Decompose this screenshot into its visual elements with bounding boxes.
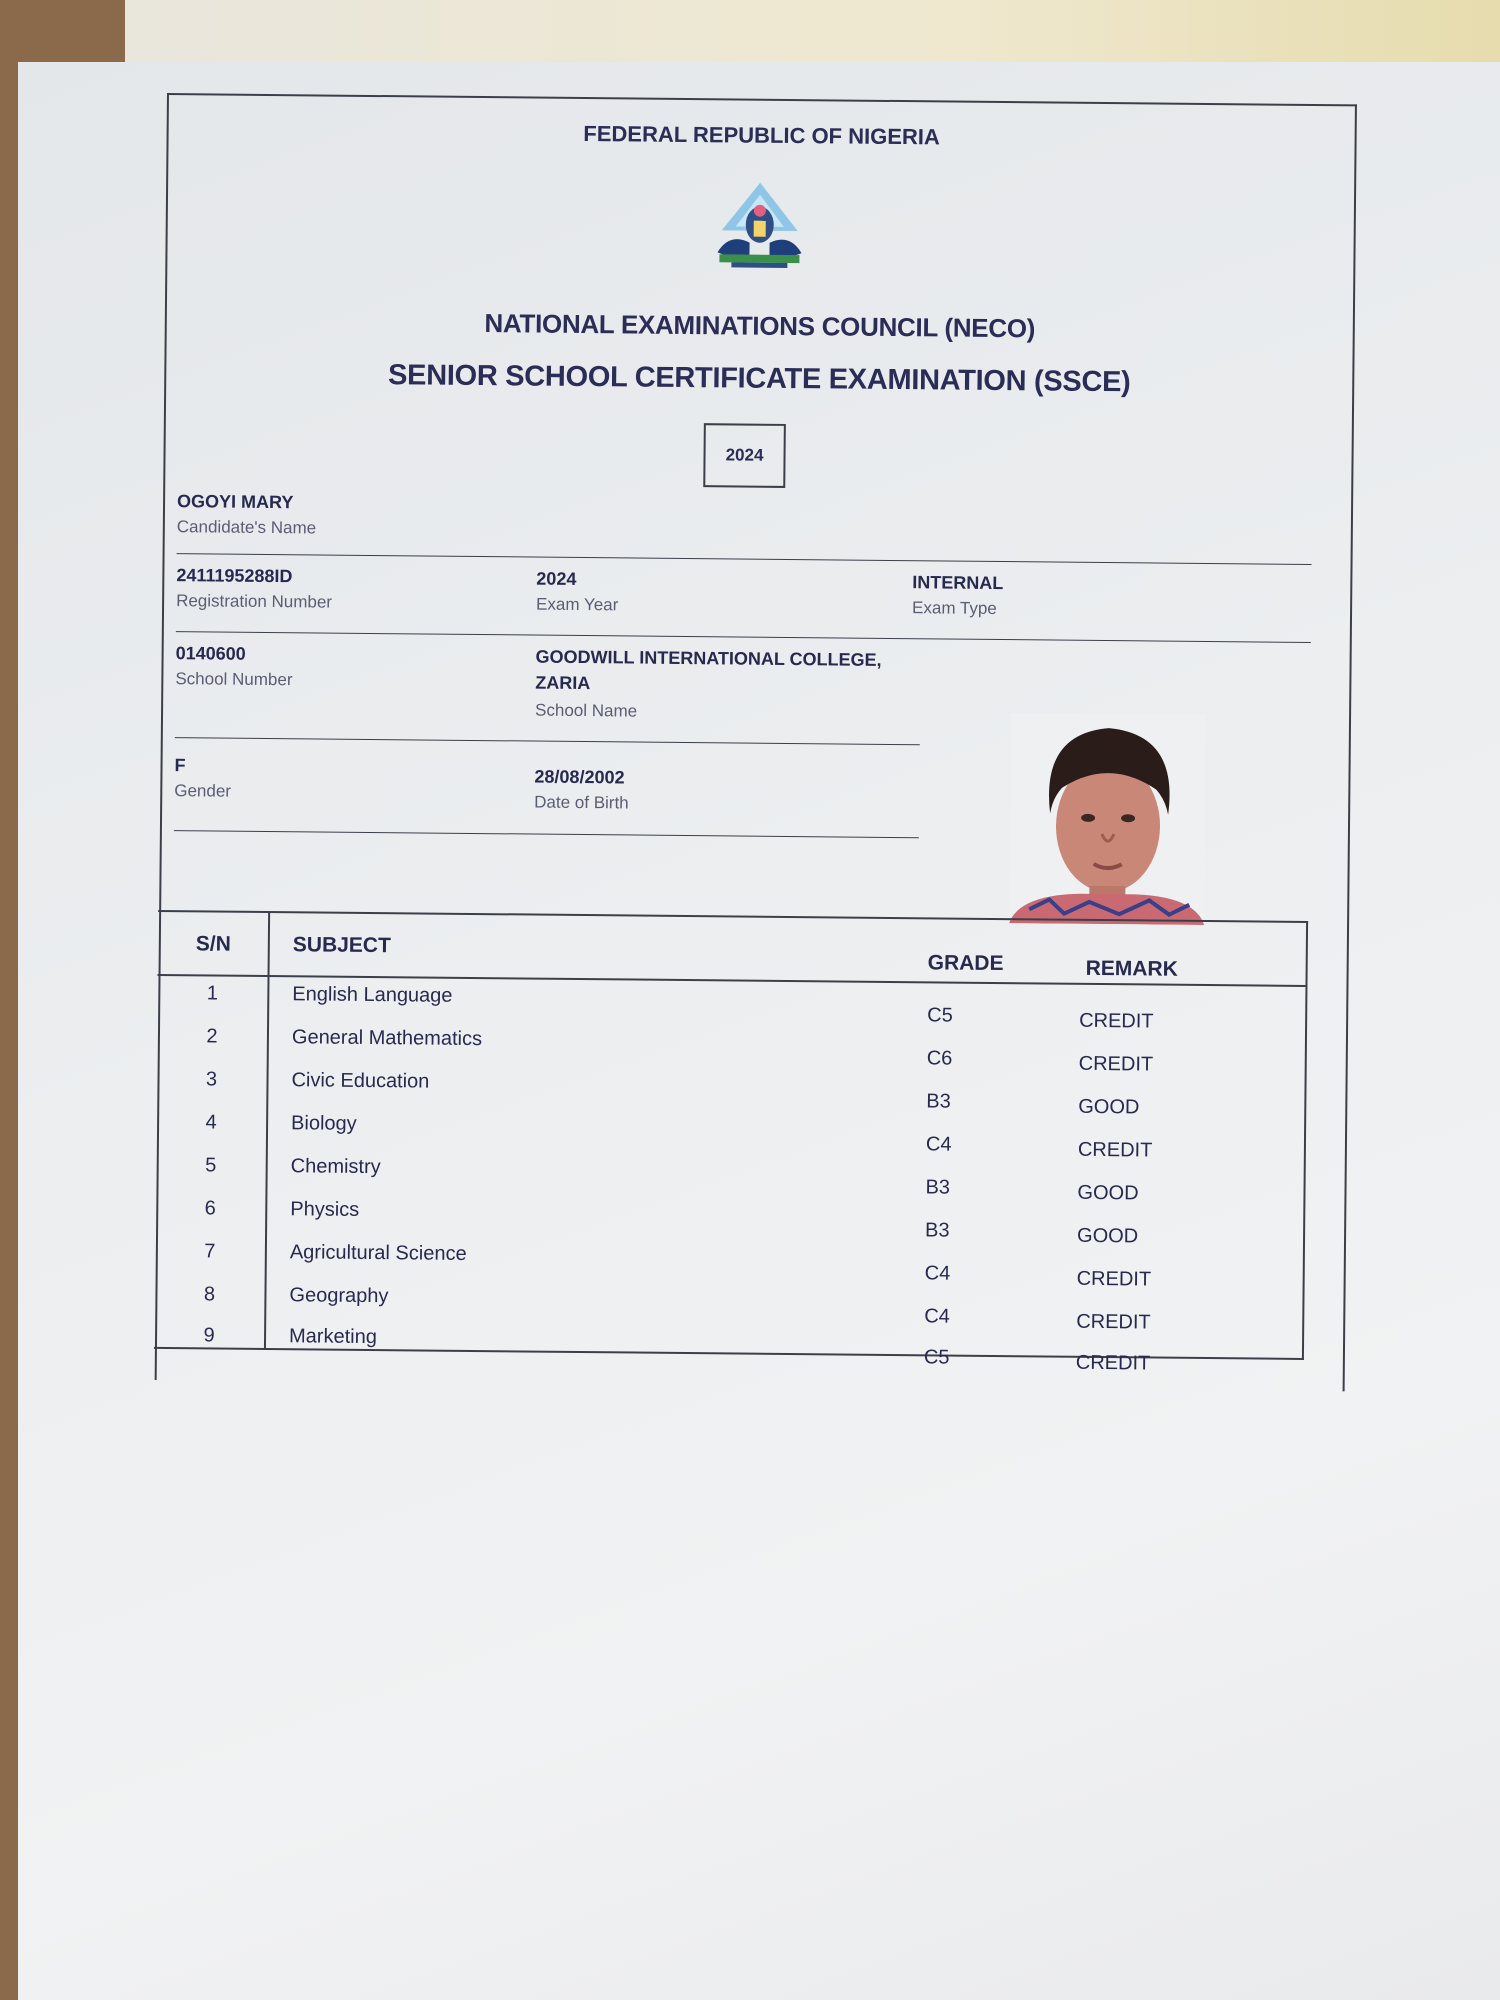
row-grade: C4 [924,1262,951,1285]
row-grade: B3 [925,1219,950,1242]
row-subject: English Language [292,983,453,1007]
exam-type: INTERNAL [912,572,1004,594]
gender-label: Gender [174,781,232,801]
row-grade: C5 [923,1346,950,1369]
candidate-photo [1009,713,1206,925]
background-paper [125,0,1500,70]
row-subject: Geography [289,1284,389,1308]
row-remark: CREDIT [1079,1009,1154,1033]
row-grade: C4 [924,1305,950,1328]
row-subject: Biology [291,1112,357,1135]
row-sn: 6 [204,1197,216,1220]
divider [177,553,1312,565]
header-grade: GRADE [927,951,1004,976]
row-subject: Civic Education [291,1069,430,1093]
divider [175,737,920,745]
neco-crest-icon [709,180,810,271]
row-sn: 1 [206,982,219,1005]
school-number: 0140600 [175,643,246,664]
row-subject: Marketing [288,1325,377,1349]
exam-year-label: Exam Year [536,594,619,615]
school-number-label: School Number [175,669,293,690]
school-name-line2: ZARIA [535,672,591,694]
row-grade: C4 [925,1133,952,1156]
exam-year: 2024 [536,568,577,589]
row-sn: 7 [204,1240,216,1263]
result-frame [155,93,1357,1391]
divider [174,830,919,838]
header-remark: REMARK [1085,956,1178,981]
exam-type-label: Exam Type [912,598,997,618]
registration-number-label: Registration Number [176,591,333,612]
row-grade: C5 [927,1004,953,1027]
row-grade: B3 [925,1176,951,1199]
row-sn: 9 [203,1324,215,1347]
divider [176,631,1311,643]
registration-number: 2411195288ID [176,565,293,587]
exam-heading: SENIOR SCHOOL CERTIFICATE EXAMINATION (SSCE) [387,359,1131,399]
row-sn: 8 [203,1283,216,1306]
year-box [703,423,786,488]
council-heading: NATIONAL EXAMINATIONS COUNCIL (NECO) [484,308,1036,344]
school-name-line1: GOODWILL INTERNATIONAL COLLEGE, [535,646,882,670]
header-sn: S/N [195,932,231,956]
row-sn: 4 [205,1111,217,1134]
gender: F [174,755,186,776]
row-remark: CREDIT [1078,1052,1154,1076]
row-remark: GOOD [1078,1095,1140,1119]
row-sn: 5 [205,1154,217,1177]
row-remark: CREDIT [1076,1267,1152,1291]
row-sn: 3 [205,1068,218,1091]
row-remark: CREDIT [1077,1138,1153,1162]
row-remark: CREDIT [1075,1351,1151,1375]
year-box-value: 2024 [725,445,764,465]
results-table [154,910,1308,1375]
row-remark: GOOD [1077,1181,1139,1205]
date-of-birth: 28/08/2002 [534,766,625,788]
row-grade: C6 [926,1047,953,1070]
row-subject: Chemistry [290,1155,381,1179]
country-heading: FEDERAL REPUBLIC OF NIGERIA [583,120,940,150]
header-subject: SUBJECT [292,933,391,958]
row-remark: CREDIT [1076,1310,1151,1334]
candidate-name-label: Candidate's Name [176,517,317,538]
row-subject: General Mathematics [291,1026,483,1051]
school-name-label: School Name [535,700,638,721]
row-remark: GOOD [1076,1224,1139,1248]
date-of-birth-label: Date of Birth [534,792,629,813]
row-sn: 2 [206,1025,218,1048]
row-subject: Agricultural Science [289,1241,467,1265]
row-grade: B3 [926,1090,951,1113]
row-subject: Physics [290,1198,360,1221]
candidate-name: OGOYI MARY [176,491,294,513]
